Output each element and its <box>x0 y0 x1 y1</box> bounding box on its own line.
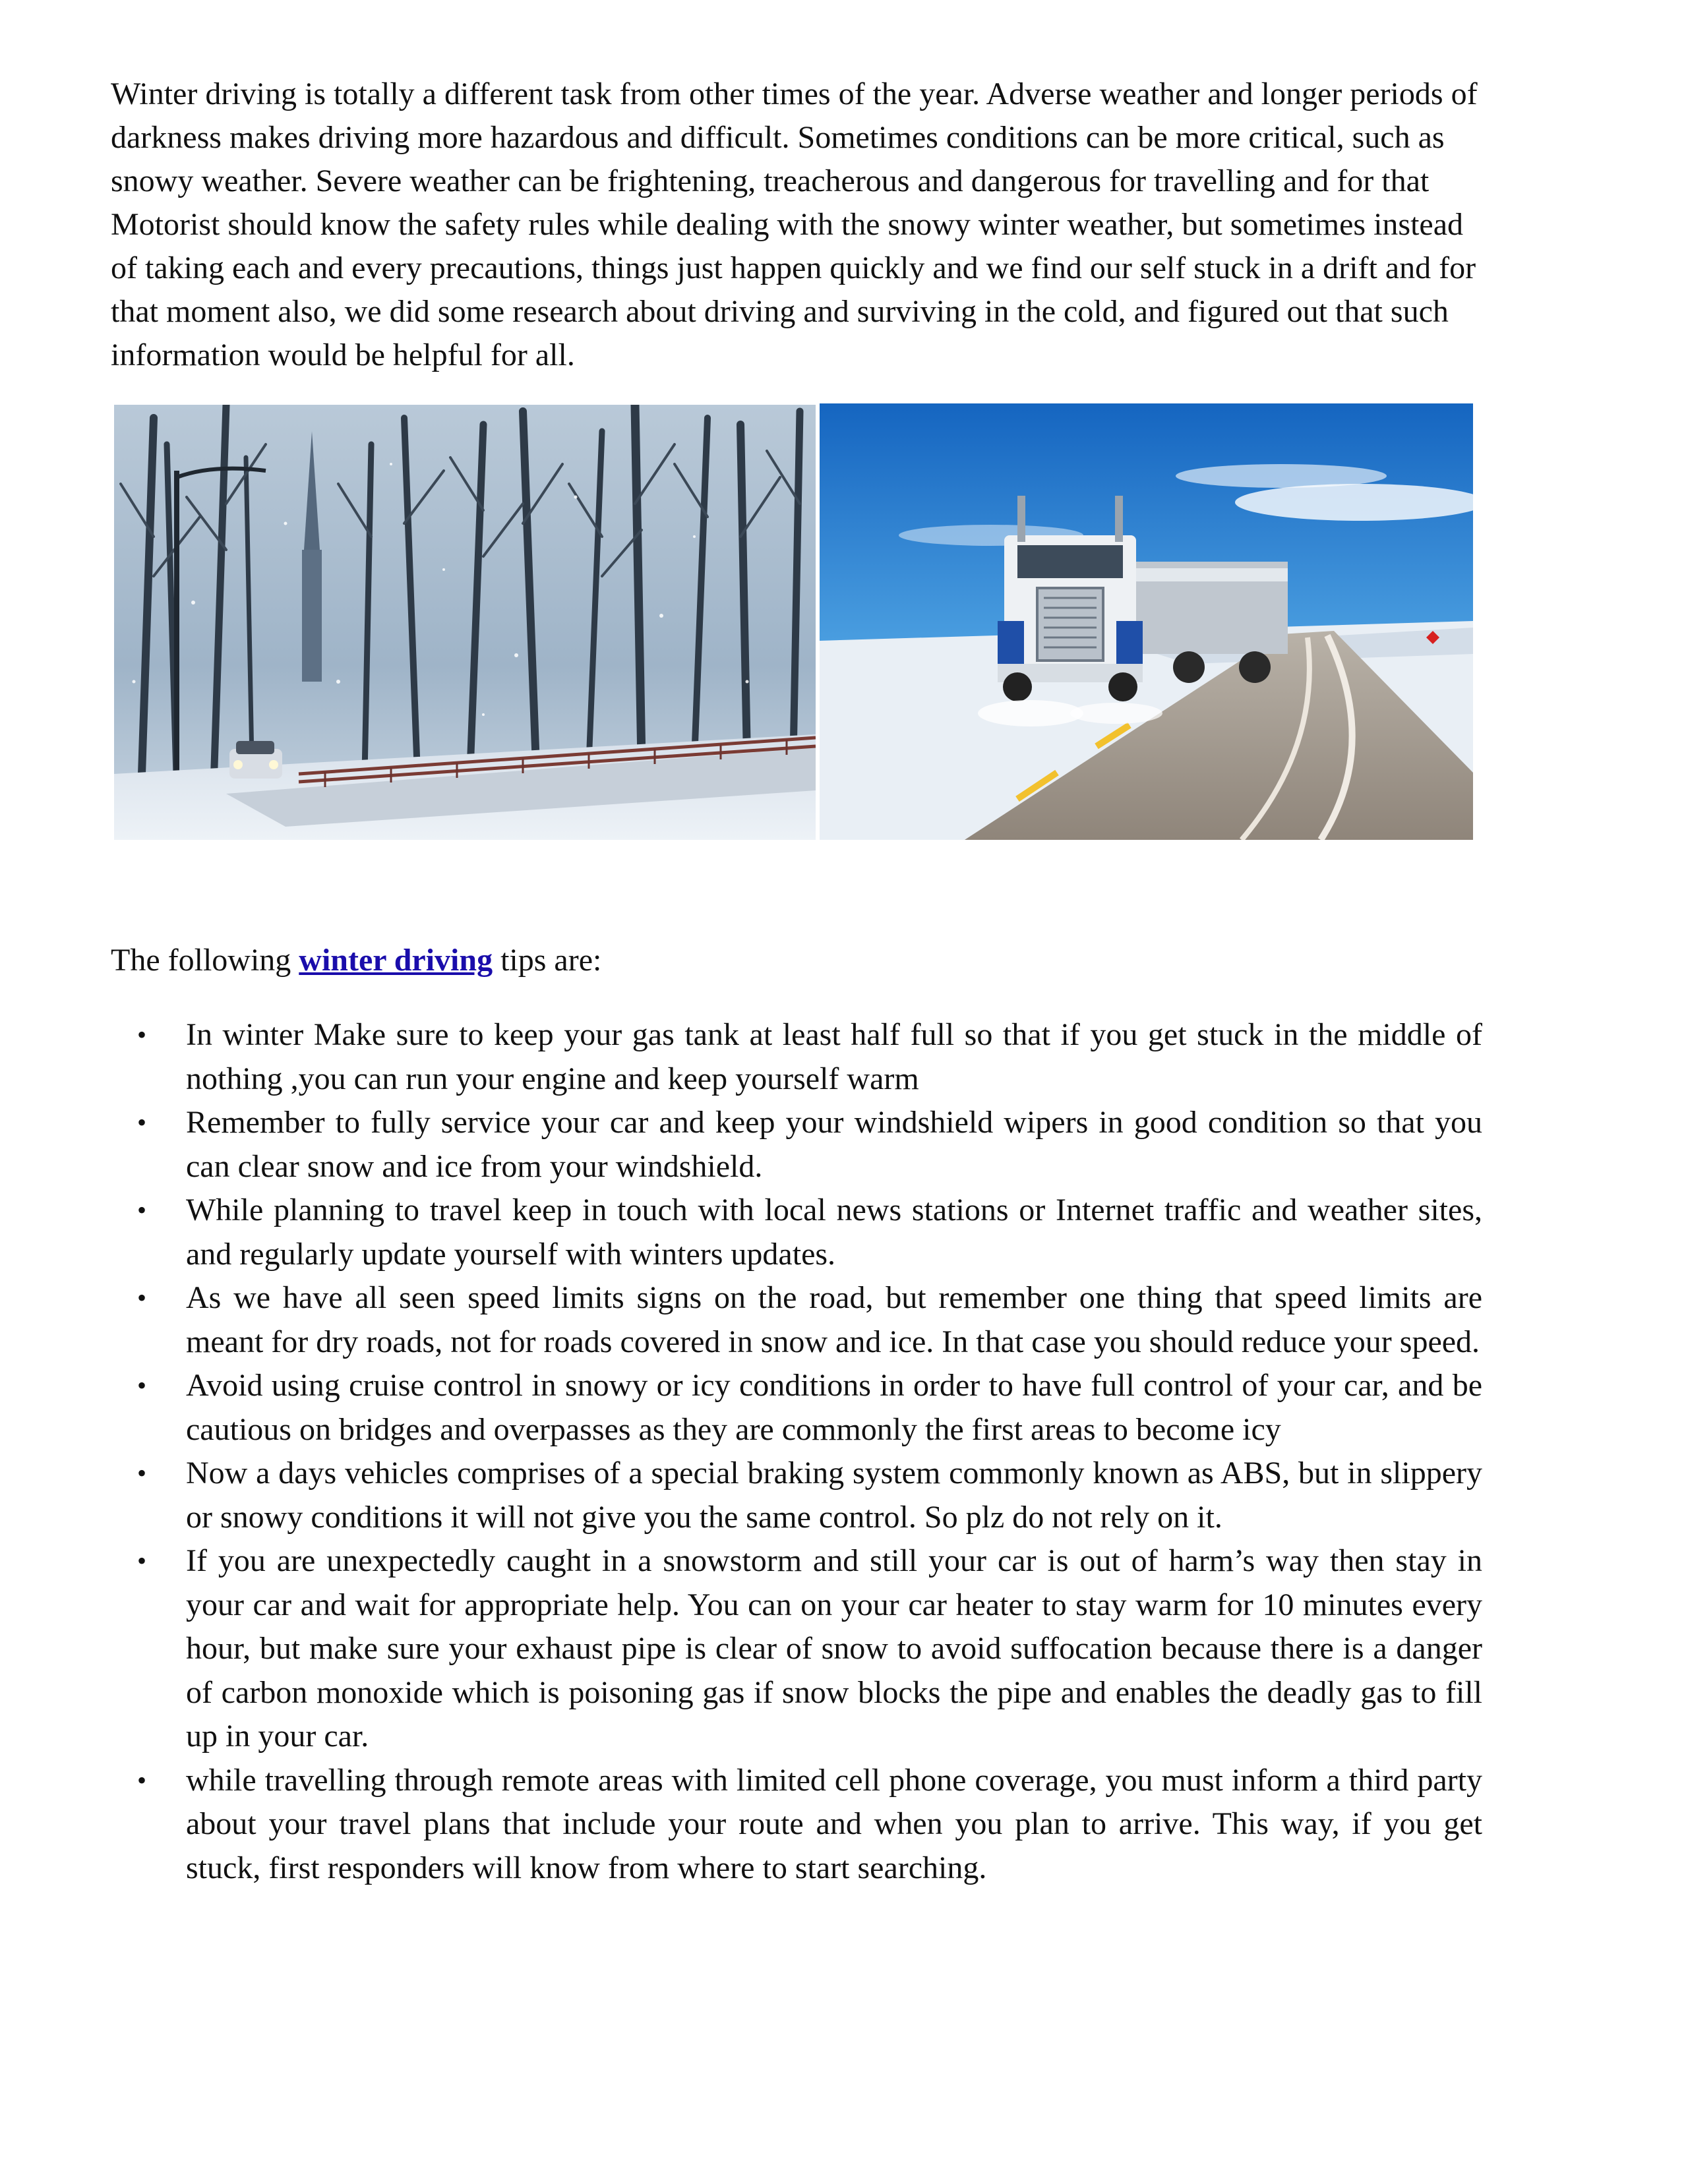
list-item <box>111 1364 1482 1452</box>
list-item <box>111 1013 1482 1101</box>
tip-text: In winter Make sure to keep your gas tank at least half full so that if you get stuck in the middle of nothing ,you can run your engine and keep yourself warm <box>186 1017 1482 1096</box>
list-item <box>111 1276 1482 1364</box>
list-item <box>111 1759 1482 1891</box>
snowy-road-illustration <box>114 405 816 840</box>
tips-intro-prefix: The following <box>111 943 299 978</box>
bullet-icon: • <box>137 1458 147 1488</box>
bullet-icon: • <box>137 1195 147 1225</box>
bullet-icon: • <box>137 1107 147 1137</box>
truck-illustration <box>820 403 1473 840</box>
truck-on-icy-road-photo <box>820 403 1473 840</box>
list-item <box>111 1452 1482 1539</box>
tips-intro-suffix: tips are: <box>493 943 602 978</box>
bullet-icon: • <box>137 1020 147 1049</box>
tip-text: Now a days vehicles comprises of a special braking system commonly known as ABS, but in slippery or snowy conditions it will not give you the same control. So plz do not rely on it. <box>186 1456 1482 1535</box>
winter-driving-link[interactable]: winter driving <box>299 943 493 978</box>
tip-text: Remember to fully service your car and keep your windshield wipers in good condition so that you can clear snow and ice from your windshield. <box>186 1105 1482 1184</box>
bullet-icon: • <box>137 1546 147 1576</box>
list-item <box>111 1539 1482 1759</box>
list-item <box>111 1189 1482 1276</box>
tips-intro <box>111 939 601 982</box>
intro-paragraph: Winter driving is totally a different task from other times of the year. Adverse weather and longer periods of darkness makes driving more hazardous and difficult. Sometimes conditions can be more critical, such as snowy weather. Severe weather can be frightening, treacherous and dangerous for travelling and for that Motorist should know the safety rules while dealing with the snowy winter weather, but sometimes instead of taking each and every precautions, things just happen quickly and we find our self stuck in a drift and for that moment also, we did some research about driving and surviving in the cold, and figured out that such information would be helpful for all. <box>111 76 1478 372</box>
bullet-icon: • <box>137 1371 147 1400</box>
bullet-icon: • <box>137 1283 147 1313</box>
tip-text: While planning to travel keep in touch with local news stations or Internet traffic and weather sites, and regularly update yourself with winters updates. <box>186 1193 1482 1272</box>
tips-list <box>111 1013 1482 1890</box>
tip-text: If you are unexpectedly caught in a snowstorm and still your car is out of harm’s way then stay in your car and wait for appropriate help. You can on your car heater to stay warm for 10 minutes every hour, but make sure your exhaust pipe is clear of snow to avoid suffocation because there is a danger of carbon monoxide which is poisoning gas if snow blocks the pipe and enables the deadly gas to fill up in your car. <box>186 1543 1482 1754</box>
tip-text: Avoid using cruise control in snowy or icy conditions in order to have full control of your car, and be cautious on bridges and overpasses as they are commonly the first areas to become icy <box>186 1368 1482 1447</box>
tip-text: As we have all seen speed limits signs on the road, but remember one thing that speed limits are meant for dry roads, not for roads covered in snow and ice. In that case you should reduce your speed. <box>186 1280 1482 1359</box>
bullet-icon: • <box>137 1765 147 1795</box>
tip-text: while travelling through remote areas with limited cell phone coverage, you must inform a third party about your travel plans that include your route and when you plan to arrive. This way, if you get stuck, first responders will know from where to start searching. <box>186 1762 1482 1885</box>
list-item <box>111 1101 1482 1189</box>
snowy-road-photo <box>114 405 816 840</box>
